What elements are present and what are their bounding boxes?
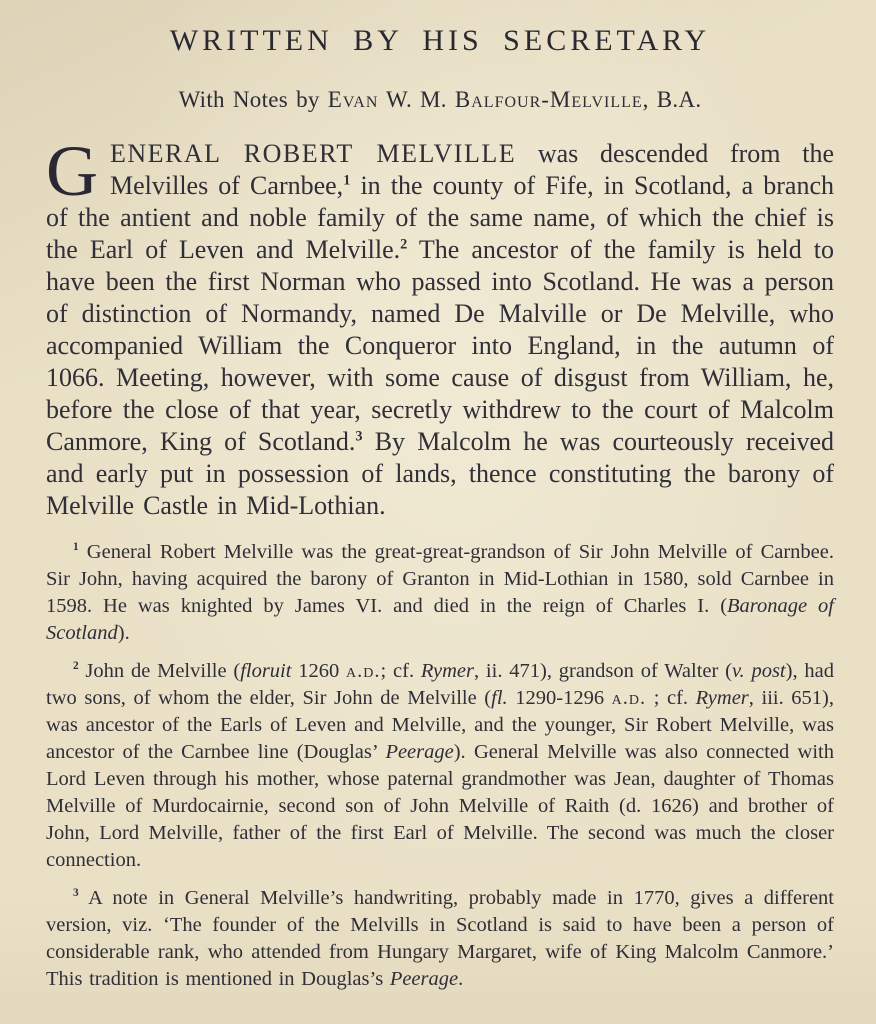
- byline-suffix: , B.A.: [642, 87, 702, 112]
- footnote-text-segment: ; cf.: [646, 687, 696, 709]
- footnote-italic-title: Baronage of Scotland: [46, 595, 834, 644]
- footnote-text-segment: , ii. 471), grandson of Walter (: [474, 660, 732, 682]
- footnote-3: [46, 885, 834, 993]
- footnote-italic-title: Rymer: [420, 660, 475, 682]
- footnote-marker: 3: [73, 887, 79, 900]
- byline-author-surname: Balfour-Melville: [454, 87, 643, 112]
- footnote-smallcaps-ad: a.d.: [346, 660, 381, 682]
- footnote-text-segment: ). General Melville was also connected with Lord Leven through his mother, whose paternal grandmother was Jean, daughter of Thomas Melville of Murdocairnie, second son of John Melville of Raith (d. 1626) and brother of John, Lord Melville, father of the first Earl of Melville. The second was much the closer connection.: [46, 741, 834, 871]
- main-paragraph: [46, 131, 835, 522]
- main-text-segment: By Malcolm he was courteously received and early put in possession of lands, thence constituting the barony of Melville Castle in Mid-Lothian.: [46, 427, 835, 520]
- byline: [46, 87, 834, 113]
- main-text-segment: in the county of Fife, in Scotland, a branch of the antient and noble family of the same name, of which the chief is the Earl of Leven and Melville.: [46, 171, 834, 264]
- byline-author-first-name: Evan: [327, 87, 379, 112]
- footnote-text-segment: ).: [117, 622, 130, 644]
- footnote-smallcaps-ad: a.d.: [611, 687, 647, 709]
- footnote-text-segment: John de Melville (: [78, 660, 241, 682]
- footnote-1: [46, 539, 834, 647]
- page-title: WRITTEN BY HIS SECRETARY: [169, 24, 711, 57]
- footnote-text-segment: General Robert Melville was the great-great-grandson of Sir John Melville of Carnbee. Sir John, having acquired the barony of Granton in Mid-Lothian in 1580, sold Carnbee in 1598. He was knighted by James VI. and died in the reign of Charles I. (: [46, 541, 834, 617]
- footnotes-section: [46, 539, 834, 993]
- footnote-italic-title: Peerage: [389, 968, 459, 990]
- footnote-italic-title: Peerage: [385, 741, 454, 763]
- drop-cap: G: [46, 131, 98, 211]
- footnote-marker: 1: [73, 541, 79, 554]
- footnote-italic-term: v. post: [731, 660, 786, 682]
- footnote-text-segment: ; cf.: [380, 660, 421, 682]
- footnote-ref-3: 3: [355, 428, 363, 445]
- footnote-text-segment: 1290-1296: [507, 687, 612, 709]
- footnote-2: [46, 658, 834, 874]
- footnote-italic-term: fl.: [491, 687, 508, 709]
- footnote-italic-term: floruit: [240, 660, 292, 682]
- byline-prefix: With Notes by: [178, 87, 328, 112]
- footnote-ref-1: 1: [343, 172, 351, 189]
- footnote-text-segment: .: [458, 968, 464, 990]
- main-text-segment: was descended from the Melvilles of Carnbee,: [110, 139, 834, 200]
- footnote-text-segment: A note in General Melville’s handwriting, probably made in 1770, gives a different version, viz. ‘The founder of the Melvills in Scotland is said to have been a person of considerable rank, who attended from Hungary Margaret, wife of King Malcolm Canmore.’ This tradition is mentioned in Douglas’s: [46, 887, 834, 990]
- footnote-ref-2: 2: [400, 236, 408, 253]
- footnote-text-segment: ), had two sons, of whom the elder, Sir John de Melville (: [46, 660, 834, 709]
- footnote-italic-title: Rymer: [695, 687, 749, 709]
- lead-in-caps: ENERAL ROBERT MELVILLE: [110, 139, 517, 168]
- byline-author-initials: W. M.: [378, 87, 455, 112]
- footnote-text-segment: 1260: [291, 660, 347, 682]
- footnote-text-segment: , iii. 651), was ancestor of the Earls of Leven and Melville, and the younger, Sir Robert Melville, was ancestor of the Carnbee line (Douglas’: [46, 687, 835, 763]
- main-text-segment: The ancestor of the family is held to have been the first Norman who passed into Scotland. He was a person of distinction of Normandy, named De Malville or De Melville, who accompanied William the Conqueror into England, in the autumn of 1066. Meeting, however, with some cause of disgust from William, he, before the close of that year, secretly withdrew to the court of Malcolm Canmore, King of Scotland.: [46, 235, 834, 456]
- footnote-marker: 2: [73, 660, 79, 673]
